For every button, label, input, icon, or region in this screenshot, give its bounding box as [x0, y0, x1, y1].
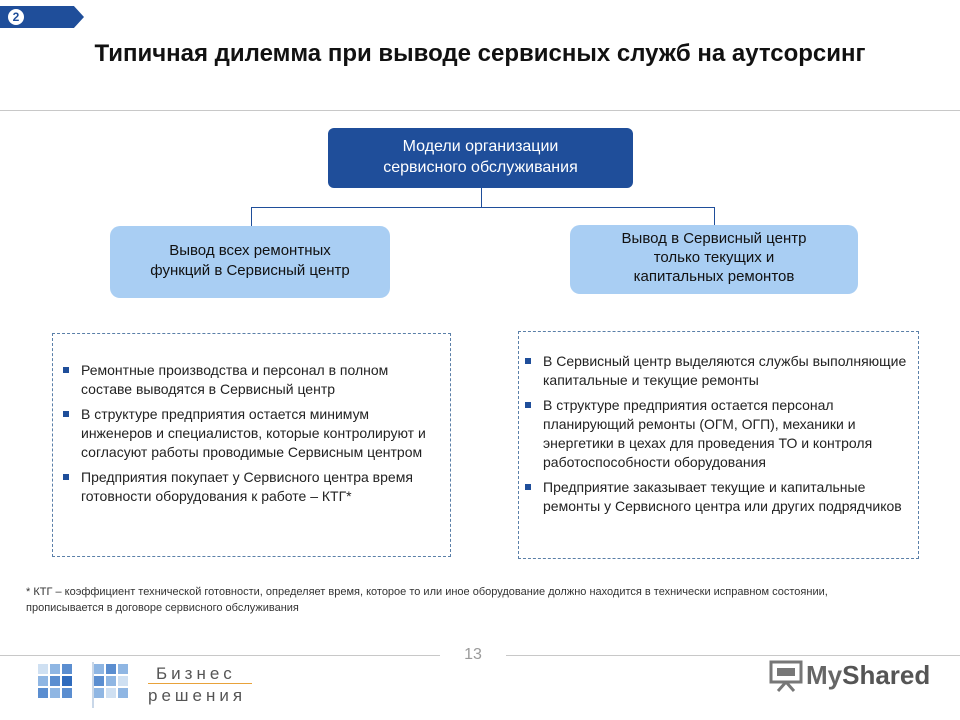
square-bullet-icon — [63, 411, 69, 417]
logo-square — [118, 676, 128, 686]
business-solutions-logo-mark — [38, 664, 138, 706]
node-partial-outsourcing — [570, 225, 858, 294]
right-details-panel — [518, 331, 919, 559]
footer-divider-right — [506, 655, 960, 656]
logo-square — [118, 688, 128, 698]
logo-square — [94, 676, 104, 686]
connector-left-vertical — [251, 207, 252, 227]
square-bullet-icon — [525, 484, 531, 490]
myshared-watermark — [806, 660, 930, 691]
list-item — [523, 352, 910, 390]
root-node-line2: сервисного обслуживания — [383, 159, 578, 176]
left-details-list — [61, 361, 440, 506]
badge-number: 2 — [8, 9, 24, 25]
logo-square — [94, 664, 104, 674]
logo-square — [94, 688, 104, 698]
logo-square — [50, 688, 60, 698]
square-bullet-icon — [525, 358, 531, 364]
slide-title: Типичная дилемма при выводе сервисных служб на аутсорсинг — [94, 40, 866, 67]
root-node-line1: Модели организации — [402, 138, 559, 155]
logo-square — [38, 676, 48, 686]
list-item-text: В структуре предприятия остается минимум инженеров и специалистов, которые контролируют и согласуют работы проводимые Сервисным центром — [81, 406, 426, 460]
connector-root-vertical — [481, 188, 482, 208]
logo-square — [62, 688, 72, 698]
list-item — [61, 468, 440, 506]
right-details-list — [523, 352, 910, 516]
footnote-ktg: * КТГ – коэффициент технической готовности, определяет время, которое то или иное оборудование должно находится в технически исправном состоянии, прописывается в договоре сервисного обслуживания — [26, 586, 828, 614]
logo-square — [106, 688, 116, 698]
node-left-line2: функций в Сервисный центр — [150, 262, 350, 279]
list-item — [523, 396, 910, 472]
slide-number-badge — [0, 6, 84, 28]
list-item-text: В Сервисный центр выделяются службы выполняющие капитальные и текущие ремонты — [543, 353, 907, 388]
footer-divider-left — [0, 655, 440, 656]
presentation-board-icon — [768, 660, 804, 692]
list-item-text: Предприятие заказывает текущие и капитальные ремонты у Сервисного центра или других подрядчиков — [543, 479, 902, 514]
logo-divider — [92, 662, 94, 708]
logo-text-line1: Бизнес — [156, 664, 236, 683]
list-item-text: Предприятия покупает у Сервисного центра время готовности оборудования к работе – КТГ* — [81, 469, 413, 504]
node-full-outsourcing — [110, 226, 390, 298]
list-item — [523, 478, 910, 516]
node-left-line1: Вывод всех ремонтных — [169, 242, 331, 259]
logo-square — [50, 664, 60, 674]
root-node-service-models — [328, 128, 633, 188]
logo-square — [62, 676, 72, 686]
list-item-text: В структуре предприятия остается персонал планирующий ремонты (ОГМ, ОГП), механики и энергетики в цехах для проведения ТО и контроля работоспособности оборудования — [543, 397, 873, 470]
node-right-line2: только текущих и — [653, 249, 775, 266]
page-number: 13 — [464, 646, 482, 663]
watermark-my: My — [806, 660, 843, 690]
watermark-shared: Shared — [842, 660, 931, 690]
title-divider — [0, 110, 960, 111]
logo-square — [50, 676, 60, 686]
node-right-line3: капитальных ремонтов — [633, 268, 795, 285]
node-right-line1: Вывод в Сервисный центр — [621, 230, 807, 247]
logo-square — [38, 664, 48, 674]
square-bullet-icon — [525, 402, 531, 408]
logo-underline — [148, 683, 252, 684]
logo-square — [118, 664, 128, 674]
logo-square — [106, 676, 116, 686]
logo-text-line2: решения — [148, 686, 247, 705]
list-item — [61, 405, 440, 462]
list-item — [61, 361, 440, 399]
square-bullet-icon — [63, 367, 69, 373]
logo-square — [106, 664, 116, 674]
list-item-text: Ремонтные производства и персонал в полном составе выводятся в Сервисный центр — [81, 362, 389, 397]
logo-square — [62, 664, 72, 674]
square-bullet-icon — [63, 474, 69, 480]
connector-right-vertical — [714, 207, 715, 226]
left-details-panel — [52, 333, 451, 557]
connector-horizontal — [251, 207, 715, 208]
logo-square — [38, 688, 48, 698]
